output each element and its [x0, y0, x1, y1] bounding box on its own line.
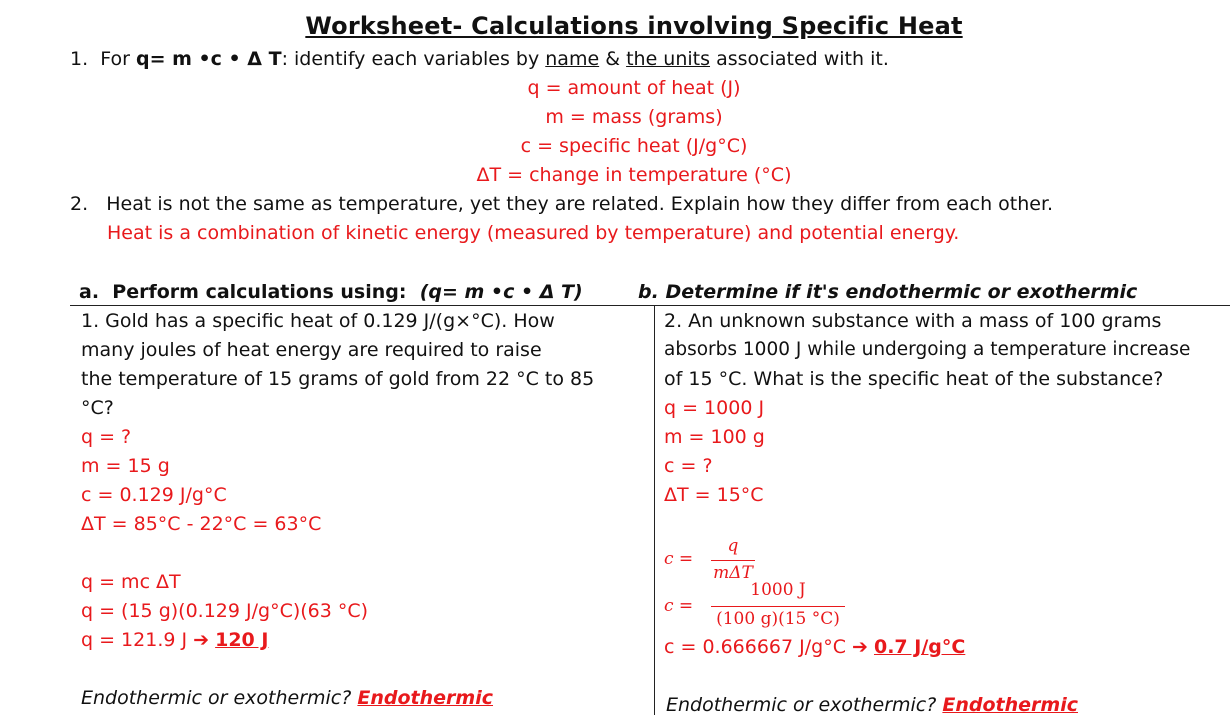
column-a-header — [79, 281, 583, 303]
p2-question-line: absorbs 1000 J while undergoing a temperature increase — [664, 339, 1191, 360]
q1-name-word: name — [545, 48, 600, 70]
q1-formula: q= m •c • Δ T — [135, 48, 282, 70]
q1-answer-c: c = specific heat (J/g°C) — [520, 135, 748, 157]
p1-result-prefix: q = 121.9 J ➔ — [81, 629, 210, 651]
p2-given-q: q = 1000 J — [664, 397, 765, 419]
p1-endo-answer: Endothermic — [357, 687, 493, 709]
p2-eq1-denominator: mΔT — [713, 563, 753, 583]
p2-given-m: m = 100 g — [664, 426, 765, 448]
question-2 — [70, 193, 1053, 215]
p2-result — [664, 636, 965, 658]
q1-prefix: For — [100, 48, 130, 70]
q1-text-b: associated with it. — [716, 48, 889, 70]
q2-text: Heat is not the same as temperature, yet they are related. Explain how they differ from each other. — [106, 193, 1054, 215]
p1-given-m: m = 15 g — [81, 455, 170, 477]
table-top-rule — [70, 305, 1230, 306]
p2-eq1-lhs: c = — [664, 549, 694, 569]
col-b-label: b. — [638, 281, 659, 303]
p2-question-line: 2. An unknown substance with a mass of 100 grams — [664, 310, 1162, 332]
p1-given-q: q = ? — [81, 426, 132, 448]
p2-eq2-lhs: c = — [664, 596, 694, 616]
p1-result — [81, 629, 268, 651]
p1-question-line: many joules of heat energy are required to raise — [81, 339, 542, 361]
p2-equation-1 — [664, 536, 764, 586]
col-b-text: Determine if it's endothermic or exothermic — [665, 281, 1138, 303]
col-a-label: a. — [79, 281, 100, 303]
column-b-header — [638, 281, 1137, 303]
question-1 — [70, 48, 889, 70]
p1-question-line: the temperature of 15 grams of gold from 22 °C to 85 — [81, 368, 595, 390]
p1-question-line: 1. Gold has a specific heat of 0.129 J/(g×°C). How — [81, 310, 555, 332]
q1-amp: & — [605, 48, 621, 70]
p2-eq1-numerator: q — [727, 536, 739, 556]
col-a-text: Perform calculations using: — [112, 281, 407, 303]
p1-work-formula: q = mc ΔT — [81, 571, 181, 593]
worksheet-title: Worksheet- Calculations involving Specific Heat — [305, 12, 963, 40]
q1-answer-q: q = amount of heat (J) — [527, 77, 741, 99]
p2-eq2-denominator: (100 g)(15 °C) — [716, 609, 840, 629]
table-column-divider — [654, 305, 655, 715]
p2-result-prefix: c = 0.666667 J/g°C ➔ — [664, 636, 868, 658]
p2-question-line: of 15 °C. What is the specific heat of the substance? — [664, 368, 1164, 390]
p1-given-dt: ΔT = 85°C - 22°C = 63°C — [81, 513, 322, 535]
p2-endo-exo — [666, 694, 1078, 716]
q1-answer-dt: ΔT = change in temperature (°C) — [476, 164, 792, 186]
p1-given-c: c = 0.129 J/g°C — [81, 484, 227, 506]
q1-answer-m: m = mass (grams) — [545, 106, 723, 128]
p1-question-line: °C? — [81, 397, 114, 419]
p2-equation-2 — [664, 580, 854, 632]
p2-given-dt: ΔT = 15°C — [664, 484, 764, 506]
q1-units-word: the units — [626, 48, 711, 70]
q1-text-a: : identify each variables by — [281, 48, 540, 70]
p2-eq2-fraction-bar — [711, 606, 845, 607]
col-a-formula: (q= m •c • Δ T) — [419, 281, 583, 303]
p2-eq2-numerator: 1000 J — [750, 580, 806, 600]
q2-answer: Heat is a combination of kinetic energy (measured by temperature) and potential energy. — [107, 222, 960, 244]
q2-number: 2. — [70, 193, 89, 215]
p2-endo-answer: Endothermic — [942, 694, 1078, 716]
q1-number: 1. — [70, 48, 89, 70]
p1-endo-question: Endothermic or exothermic? — [81, 687, 352, 709]
p1-work-substitution: q = (15 g)(0.129 J/g°C)(63 °C) — [81, 600, 369, 622]
p2-eq1-fraction-bar — [711, 560, 755, 561]
p1-endo-exo — [81, 687, 493, 709]
p2-given-c: c = ? — [664, 455, 713, 477]
p2-result-final: 0.7 J/g°C — [873, 636, 966, 658]
p1-result-final: 120 J — [215, 629, 269, 651]
p2-endo-question: Endothermic or exothermic? — [666, 694, 937, 716]
